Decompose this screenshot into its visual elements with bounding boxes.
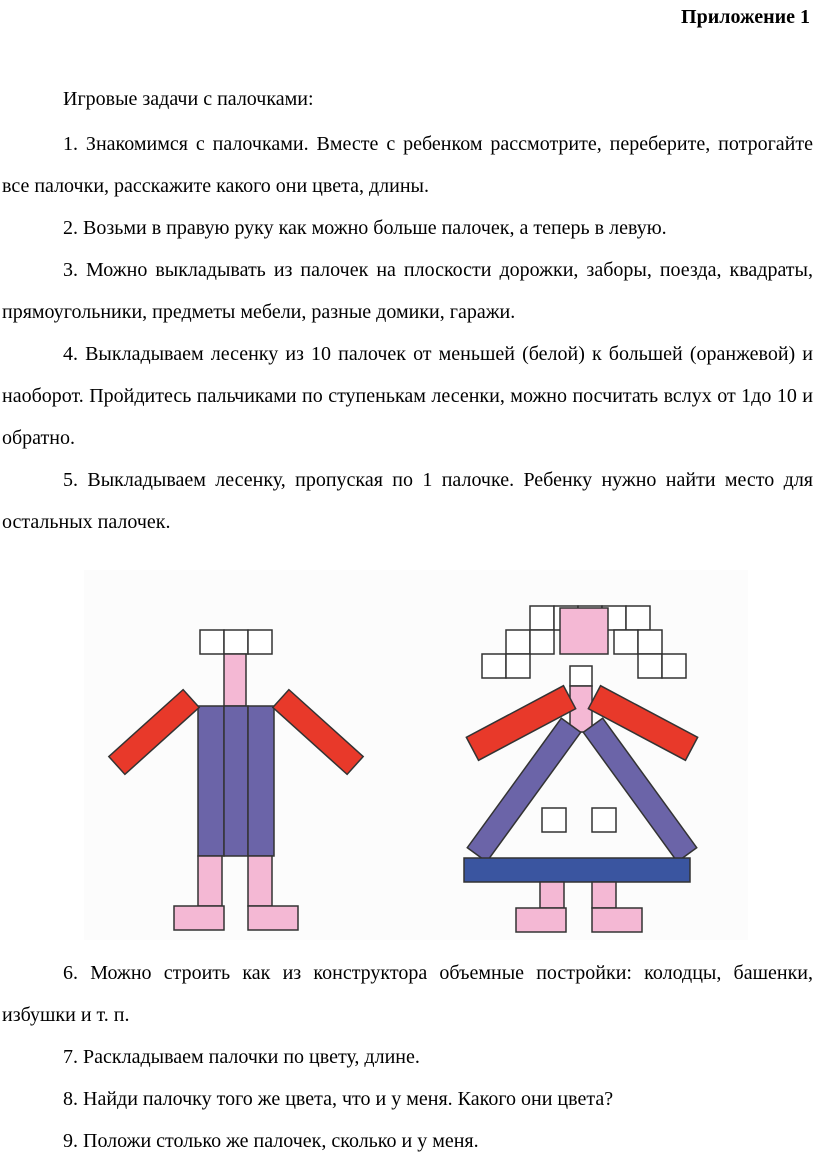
girl-hair-cell <box>506 654 530 678</box>
task-4: 4. Выкладываем лесенку из 10 палочек от меньшей (белой) к большей (оранжевой) и наоборот. Пройдитесь пальчиками по ступенькам лесенки, можно посчитать вслух от 1до 10 и обратно. <box>2 343 813 449</box>
task-2: 2. Возьми в правую руку как можно больше палочек, а теперь в левую. <box>63 217 667 239</box>
boy-head-cell <box>248 630 272 654</box>
girl-hair-cell <box>506 630 530 654</box>
girl-dress-square <box>542 808 566 832</box>
girl-figure <box>464 606 698 932</box>
boy-body-stick <box>248 706 274 856</box>
boy-right-leg <box>248 856 272 906</box>
boy-head-cell <box>224 630 248 654</box>
girl-left-leg <box>540 882 564 908</box>
girl-hair-cell <box>482 654 506 678</box>
girl-left-foot <box>516 908 566 932</box>
task-3: 3. Можно выкладывать из палочек на плоскости дорожки, заборы, поезда, квадраты, прямоугольники, предметы мебели, разные домики, гаражи. <box>2 259 813 323</box>
girl-dress-square <box>592 808 616 832</box>
girl-hair-cell <box>614 630 638 654</box>
boy-left-leg <box>198 856 222 906</box>
task-5: 5. Выкладываем лесенку, пропуская по 1 палочке. Ребенку нужно найти место для остальных палочек. <box>2 469 813 533</box>
girl-head <box>560 608 608 654</box>
stick-figures-illustration <box>84 570 748 940</box>
girl-dress-hem <box>464 858 690 882</box>
boy-head-cell <box>200 630 224 654</box>
boy-body-stick <box>198 706 224 856</box>
boy-right-foot <box>248 906 298 930</box>
appendix-label: Приложение 1 <box>681 6 810 28</box>
girl-right-foot <box>592 908 642 932</box>
stick-figures-svg <box>84 570 748 940</box>
girl-right-leg <box>592 882 616 908</box>
girl-hair-cell <box>662 654 686 678</box>
girl-neck-top <box>570 666 592 686</box>
intro-heading: Игровые задачи с палочками: <box>63 88 314 110</box>
boy-right-arm <box>273 690 363 775</box>
girl-hair-cell <box>530 630 554 654</box>
task-6: 6. Можно строить как из конструктора объемные постройки: колодцы, башенки, избушки и т. п. <box>2 962 813 1026</box>
boy-body-stick <box>224 706 248 856</box>
boy-left-foot <box>174 906 224 930</box>
boy-neck <box>224 654 246 706</box>
girl-hair-cell <box>638 654 662 678</box>
boy-figure <box>109 630 363 930</box>
task-8: 8. Найди палочку того же цвета, что и у меня. Какого они цвета? <box>63 1088 614 1110</box>
boy-left-arm <box>109 690 199 775</box>
girl-hair-cell <box>530 606 554 630</box>
task-7: 7. Раскладываем палочки по цвету, длине. <box>63 1046 420 1068</box>
task-1: 1. Знакомимся с палочками. Вместе с ребенком рассмотрите, переберите, потрогайте все палочки, расскажите какого они цвета, длины. <box>2 133 813 197</box>
task-9: 9. Положи столько же палочек, сколько и у меня. <box>63 1130 479 1152</box>
girl-hair-cell <box>638 630 662 654</box>
girl-hair-cell <box>626 606 650 630</box>
